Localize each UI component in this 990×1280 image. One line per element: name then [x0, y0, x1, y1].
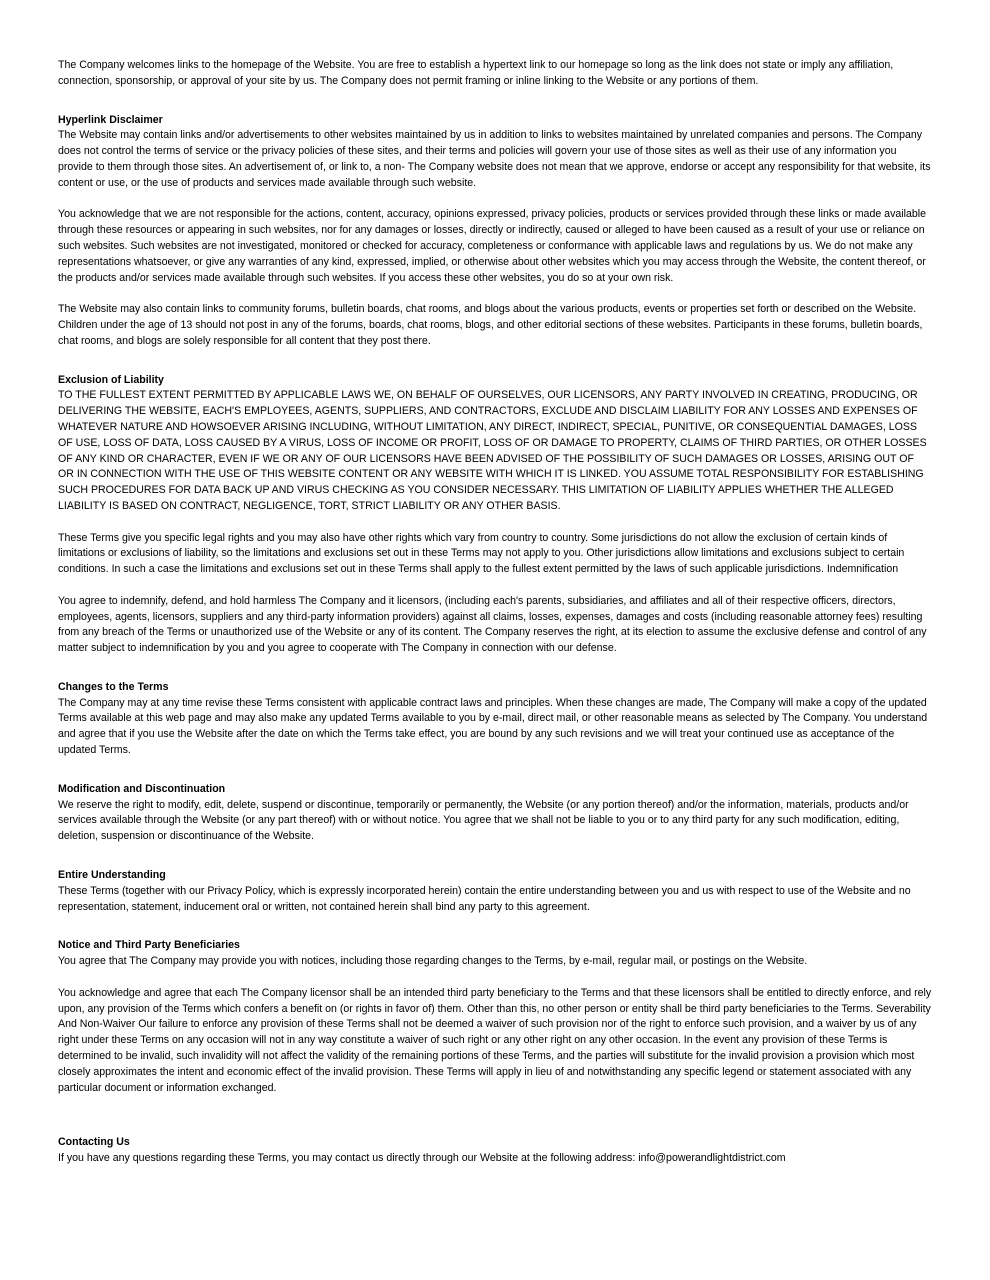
contacting-us-section	[58, 1135, 932, 1167]
liability-paragraph-3: You agree to indemnify, defend, and hold harmless The Company and it licensors, (including each's parents, subsidiaries, and affiliates and all of their respective officers, directors, employees, agents, licensors, suppliers and any third-party information providers) against all claims, losses, expenses, damages and costs (including reasonable attorney fees) resulting from any breach of the Terms or unauthorized use of the Website or any of its content. The Company reserves the right, at its election to assume the exclusive defense and control of any matter subject to indemnification by you and you agree to cooperate with The Company in connection with our defense.	[58, 594, 927, 655]
modification-heading: Modification and Discontinuation	[58, 782, 226, 795]
hyperlink-paragraph-1: The Website may contain links and/or advertisements to other websites maintained by us in addition to links to websites maintained by unrelated companies and persons. The Company does not control the terms of service or the privacy policies of these sites, and their terms and policies will govern your use of those sites as well as their use of any information you provide to them through those sites. An advertisement of, or link to, a non- The Company website does not mean that we approve, endorse or accept any responsibility for that website, its content or use, or the use of products and services made available through such website.	[58, 129, 931, 189]
contact-paragraph: If you have any questions regarding these Terms, you may contact us directly through our Website at the following address: info@powerandlightdistrict.com	[58, 1152, 786, 1165]
terms-document	[58, 58, 932, 1167]
notice-heading: Notice and Third Party Beneficiaries	[58, 939, 240, 952]
exclusion-of-liability-heading: Exclusion of Liability	[58, 373, 164, 386]
entire-understanding-heading: Entire Understanding	[58, 869, 166, 882]
entire-understanding-section	[58, 868, 932, 915]
modification-paragraph: We reserve the right to modify, edit, delete, suspend or discontinue, temporarily or permanently, the Website (or any portion thereof) and/or the information, materials, products and/or services available through the Website (or any part thereof) with or without notice. You agree that we shall not be liable to you or to any third party for any such modification, editing, deletion, suspension or discontinuance of the Website.	[58, 798, 909, 843]
exclusion-of-liability-section	[58, 373, 932, 657]
changes-to-terms-heading: Changes to the Terms	[58, 680, 169, 693]
changes-to-terms-section	[58, 680, 932, 759]
modification-section	[58, 782, 932, 845]
liability-paragraph-2: These Terms give you specific legal rights and you may also have other rights which vary from country to country. Some jurisdictions do not allow the exclusion of certain kinds of limitations or exclusions of liability, so the limitations and exclusions set out in these Terms may not apply to you. Other jurisdictions allow limitations and exclusions subject to certain conditions. In such a case the limitations and exclusions set out in these Terms shall apply to the fullest extent permitted by the laws of such applicable jurisdictions. Indemnification	[58, 531, 905, 576]
hyperlink-disclaimer-section	[58, 113, 932, 350]
liability-paragraph-1: TO THE FULLEST EXTENT PERMITTED BY APPLICABLE LAWS WE, ON BEHALF OF OURSELVES, OUR LICENSORS, ANY PARTY INVOLVED IN CREATING, PRODUCING, OR DELIVERING THE WEBSITE, EACH'S EMPLOYEES, AGENTS, SUPPLIERS, AND CONTRACTORS, EXCLUDE AND DISCLAIM LIABILITY FOR ANY LOSSES AND EXPENSES OF WHATEVER NATURE AND HOWSOEVER ARISING INCLUDING, WITHOUT LIMITATION, ANY DIRECT, INDIRECT, SPECIAL, PUNITIVE, OR CONSEQUENTIAL DAMAGES, LOSS OF USE, LOSS OF DATA, LOSS CAUSED BY A VIRUS, LOSS OF INCOME OR PROFIT, LOSS OF OR DAMAGE TO PROPERTY, CLAIMS OF THIRD PARTIES, OR OTHER LOSSES OF ANY KIND OR CHARACTER, EVEN IF WE OR ANY OF OUR LICENSORS HAVE BEEN ADVISED OF THE POSSIBILITY OF SUCH DAMAGES OR LOSSES, ARISING OUT OF OR IN CONNECTION WITH THE USE OF THIS WEBSITE CONTENT OR ANY WEBSITE WITH WHICH IT IS LINKED. YOU ASSUME TOTAL RESPONSIBILITY FOR ESTABLISHING SUCH PROCEDURES FOR DATA BACK UP AND VIRUS CHECKING AS YOU CONSIDER NECESSARY. THIS LIMITATION OF LIABILITY APPLIES WHETHER THE ALLEGED LIABILITY IS BASED ON CONTRACT, NEGLIGENCE, TORT, STRICT LIABILITY OR ANY OTHER BASIS.	[58, 389, 927, 512]
notice-section	[58, 938, 932, 1096]
hyperlink-paragraph-3: The Website may also contain links to community forums, bulletin boards, chat rooms, and blogs about the various products, events or properties set forth or described on the Website. Children under the age of 13 should not post in any of the forums, boards, chat rooms, blogs, and other editorial sections of these websites. Participants in these forums, bulletin boards, chat rooms, and blogs are solely responsible for all content that they post there.	[58, 303, 923, 347]
notice-paragraph-2: You acknowledge and agree that each The Company licensor shall be an intended third party beneficiary to the Terms and that these licensors shall be entitled to directly enforce, and rely upon, any provision of the Terms which confers a benefit on (or rights in favor of) them. Other than this, no other person or entity shall be third party beneficiaries to the Terms. Severability And Non-Waiver Our failure to enforce any provision of these Terms shall not be deemed a waiver of such provision nor of the right to enforce such provision, and a waiver by us of any right under these Terms on any occasion will not in any way constitute a waiver of such right or any other right on any other occasion. In the event any provision of these Terms is determined to be invalid, such invalidity will not affect the validity of the remaining portions of these Terms, and the parties will substitute for the invalid provision a provision which most closely approximates the intent and economic effect of the invalid provision. These Terms will apply in lieu of and notwithstanding any specific legend or statement associated with any particular document or information exchanged.	[58, 986, 932, 1094]
hyperlink-disclaimer-heading: Hyperlink Disclaimer	[58, 113, 163, 126]
intro-paragraph: The Company welcomes links to the homepage of the Website. You are free to establish a hypertext link to our homepage so long as the link does not state or imply any affiliation, connection, sponsorship, or approval of your site by us. The Company does not permit framing or inline linking to the Website or any portions of them.	[58, 59, 894, 87]
contacting-us-heading: Contacting Us	[58, 1136, 130, 1149]
notice-paragraph-1: You agree that The Company may provide you with notices, including those regarding changes to the Terms, by e-mail, regular mail, or postings on the Website.	[58, 955, 808, 968]
changes-paragraph: The Company may at any time revise these Terms consistent with applicable contract laws and principles. When these changes are made, The Company will make a copy of the updated Terms available at this web page and may also make any updated Terms available to you by e-mail, direct mail, or other reasonable means as selected by The Company. You understand and agree that if you use the Website after the date on which the Terms take effect, you are bound by any such revisions and we will treat your continued use as acceptance of the updated Terms.	[58, 696, 928, 757]
hyperlink-paragraph-2: You acknowledge that we are not responsible for the actions, content, accuracy, opinions expressed, privacy policies, products or services provided through these links or made available through these resources or appearing in such websites, nor for any damages or losses, directly or indirectly, caused or alleged to have been caused as a result of your use or reliance on such websites. Such websites are not investigated, monitored or checked for accuracy, completeness or conformance with applicable laws and regulations by us. We do not make any representations whatsoever, or give any warranties of any kind, expressed, implied, or otherwise about other websites which you may access through the Website, the content thereof, or the products and/or services made available through such websites. If you access these other websites, you do so at your own risk.	[58, 208, 926, 284]
entire-understanding-paragraph: These Terms (together with our Privacy Policy, which is expressly incorporated herein) contain the entire understanding between you and us with respect to use of the Website and no representation, statement, inducement oral or written, not contained herein shall bind any party to this agreement.	[58, 884, 911, 913]
